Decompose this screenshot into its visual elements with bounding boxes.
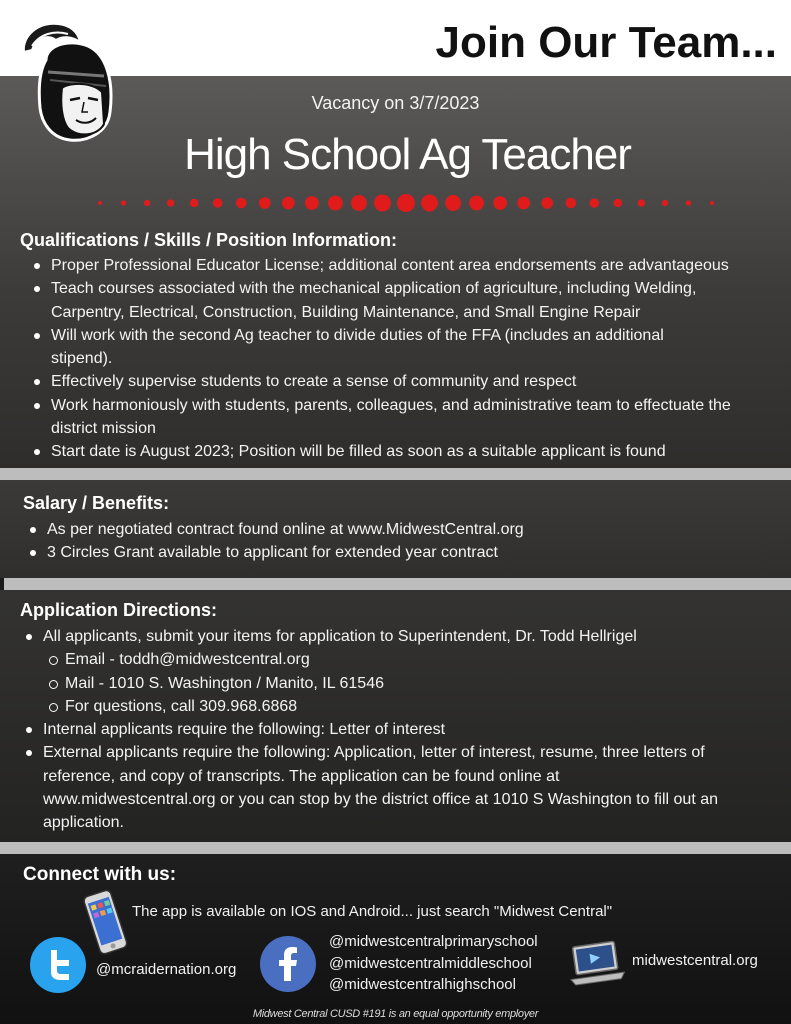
divider-dot (517, 197, 530, 210)
application-list (23, 625, 733, 835)
contact-email: Email - toddh@midwestcentral.org (43, 648, 733, 671)
section-divider (4, 578, 791, 590)
divider-dot (374, 195, 391, 212)
contact-mail: Mail - 1010 S. Washington / Manito, IL 61546 (43, 672, 733, 695)
decorative-dot-divider (96, 191, 716, 215)
salary-heading: Salary / Benefits: (23, 493, 170, 513)
section-divider (0, 468, 791, 480)
twitter-handle[interactable]: @mcraidernation.org (96, 961, 237, 978)
website-link[interactable]: midwestcentral.org (632, 952, 758, 969)
laptop-icon (565, 940, 627, 988)
connect-heading: Connect with us: (23, 864, 177, 885)
divider-dot (493, 196, 507, 210)
app-availability-text: The app is available on IOS and Android... just search "Midwest Central" (132, 903, 613, 920)
divider-dot (662, 200, 668, 206)
divider-dot (305, 196, 319, 210)
contact-phone: For questions, call 309.968.6868 (43, 695, 733, 718)
divider-dot (686, 200, 691, 205)
divider-dot (710, 201, 714, 205)
divider-dot (259, 197, 271, 209)
divider-dot (565, 198, 576, 209)
divider-dot (236, 198, 247, 209)
contact-sublist (43, 648, 733, 718)
divider-dot (421, 195, 438, 212)
divider-dot (167, 199, 174, 206)
divider-dot (121, 200, 126, 205)
divider-dot (469, 196, 484, 211)
divider-dot (445, 195, 461, 211)
list-item: Teach courses associated with the mechanical application of agriculture, including Welding, Carpentry, Electrical, Construction, Building Maintenance, and Small Engine Repair (31, 277, 771, 324)
qualifications-list (31, 254, 771, 464)
section-divider (0, 842, 791, 854)
divider-dot (282, 197, 295, 210)
list-item: External applicants require the following: Application, letter of interest, resume, three letters of reference, and copy of transcripts. The application can be found online at www.midwestcentral.org or you can stop by the district office at 1010 S Washington to fill out an application. (23, 741, 733, 834)
divider-dot (397, 194, 415, 212)
list-item: Start date is August 2023; Position will be filled as soon as a suitable applicant is found (31, 440, 771, 463)
divider-dot (190, 199, 198, 207)
divider-dot (614, 199, 622, 207)
divider-dot (541, 197, 553, 209)
facebook-handle-high[interactable]: @midwestcentralhighschool (329, 976, 516, 993)
facebook-icon[interactable] (259, 935, 317, 993)
facebook-handle-primary[interactable]: @midwestcentralprimaryschool (329, 933, 538, 950)
page-title: Join Our Team... (435, 18, 777, 67)
divider-dot (590, 198, 600, 208)
facebook-handle-middle[interactable]: @midwestcentralmiddleschool (329, 954, 532, 972)
list-item (23, 625, 733, 718)
divider-dot (328, 196, 343, 211)
facebook-handles (329, 931, 538, 996)
twitter-icon[interactable] (29, 936, 87, 994)
application-heading: Application Directions: (20, 600, 218, 620)
divider-dot (98, 201, 102, 205)
knight-mascot-icon (18, 16, 118, 146)
eeo-footer: Midwest Central CUSD #191 is an equal opportunity employer (252, 1008, 539, 1020)
application-item-text: All applicants, submit your items for application to Superintendent, Dr. Todd Hellrigel (43, 628, 637, 645)
job-title: High School Ag Teacher (184, 130, 631, 179)
divider-dot (638, 199, 645, 206)
salary-list (27, 518, 767, 565)
list-item: Will work with the second Ag teacher to divide duties of the FFA (includes an additional stipend). (31, 324, 771, 371)
list-item: As per negotiated contract found online at www.MidwestCentral.org (27, 518, 767, 541)
list-item: 3 Circles Grant available to applicant for extended year contract (27, 541, 767, 564)
list-item: Proper Professional Educator License; additional content area endorsements are advantageous (31, 254, 771, 277)
divider-dot (351, 195, 367, 211)
qualifications-heading: Qualifications / Skills / Position Information: (20, 230, 398, 250)
list-item: Internal applicants require the following: Letter of interest (23, 718, 733, 741)
divider-dot (213, 198, 223, 208)
list-item: Effectively supervise students to create a sense of community and respect (31, 370, 771, 393)
vacancy-date: Vacancy on 3/7/2023 (311, 93, 480, 113)
list-item: Work harmoniously with students, parents, colleagues, and administrative team to effectuate the district mission (31, 394, 771, 441)
divider-dot (144, 200, 150, 206)
